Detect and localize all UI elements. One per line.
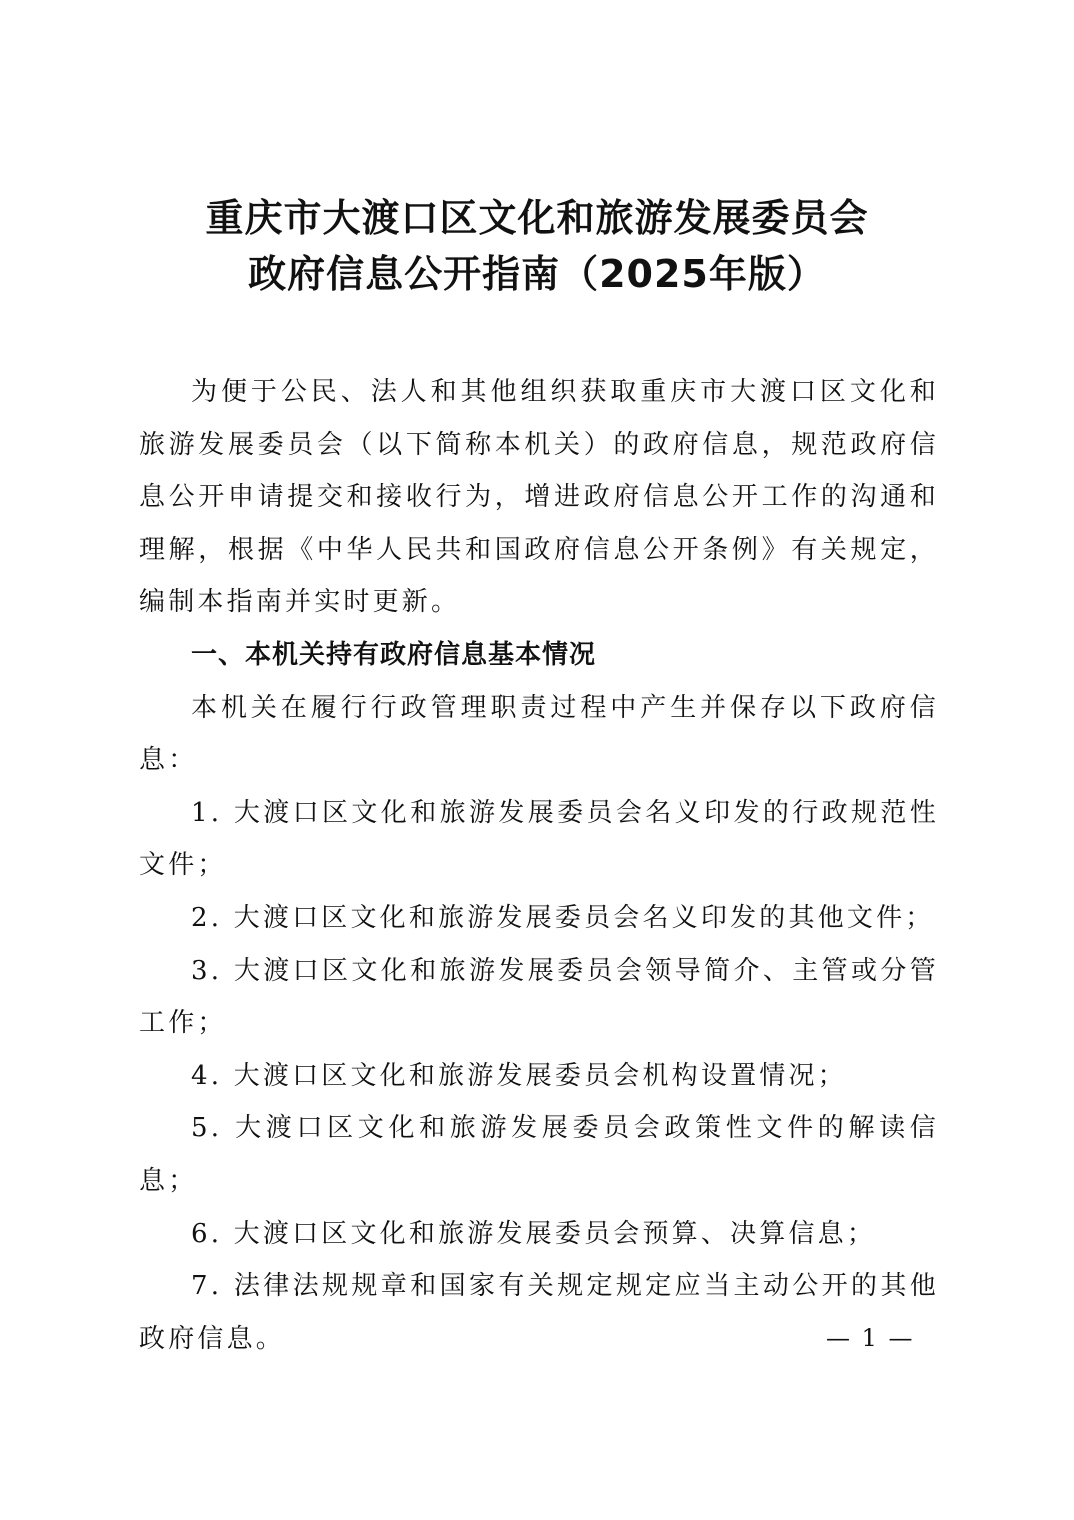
section-1-intro: 本机关在履行行政管理职责过程中产生并保存以下政府信息： <box>139 692 939 776</box>
intro-paragraph: 为便于公民、法人和其他组织获取重庆市大渡口区文化和旅游发展委员会（以下简称本机关）的政府信息，规范政府信息公开申请提交和接收行为，增进政府信息公开工作的沟通和理解，根据《中华人民共和国政府信息公开条例》有关规定，编制本指南并实时更新。 <box>139 377 939 618</box>
document-title-line-2: 政府信息公开指南（2025年版） <box>248 252 826 296</box>
document-title-line-1: 重庆市大渡口区文化和旅游发展委员会 <box>205 196 869 240</box>
list-item-2: 2. 大渡口区文化和旅游发展委员会名义印发的其他文件； <box>191 902 935 933</box>
list-item-3: 3. 大渡口区文化和旅游发展委员会领导简介、主管或分管工作； <box>139 955 939 1039</box>
list-item-5: 5. 大渡口区文化和旅游发展委员会政策性文件的解读信息； <box>139 1113 939 1196</box>
list-item-6: 6. 大渡口区文化和旅游发展委员会预算、决算信息； <box>191 1218 877 1249</box>
page-number: — 1 — <box>826 1324 915 1352</box>
section-1-heading: 一、本机关持有政府信息基本情况 <box>191 639 597 670</box>
list-item-1: 1. 大渡口区文化和旅游发展委员会名义印发的行政规范性文件； <box>139 797 939 881</box>
document-body <box>139 366 939 1365</box>
list-item-7: 7. 法律法规规章和国家有关规定规定应当主动公开的其他政府信息。 <box>139 1271 939 1354</box>
list-item-4: 4. 大渡口区文化和旅游发展委员会机构设置情况； <box>191 1060 847 1091</box>
